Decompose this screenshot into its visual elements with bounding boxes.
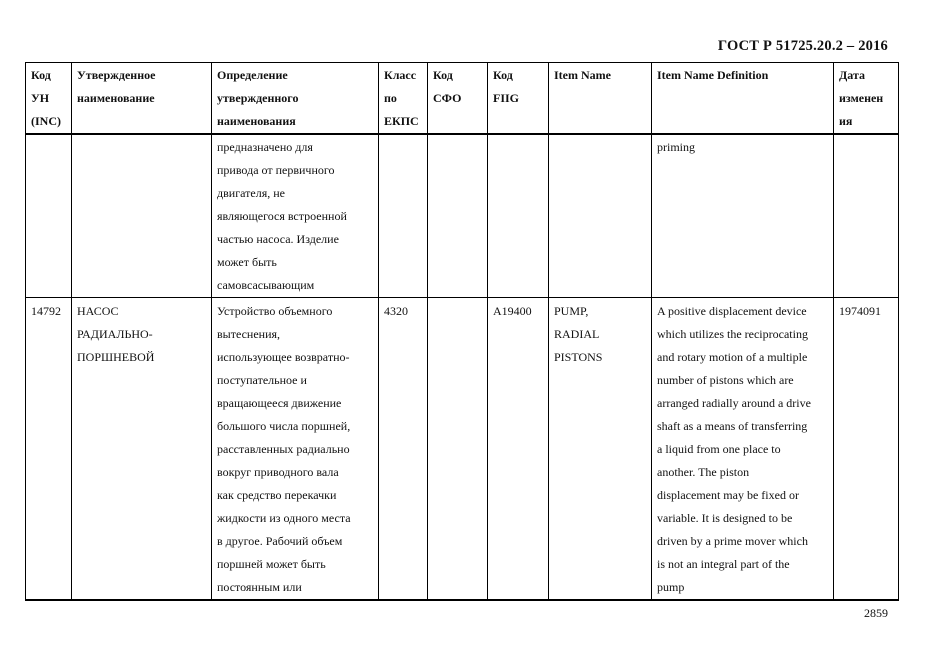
- column-header-change-date: Дата изменен ия: [834, 63, 899, 135]
- column-header-ekps-class: Класс по ЕКПС: [379, 63, 428, 135]
- cell-item-name: [549, 134, 652, 298]
- cell-ekps-class: 4320: [379, 298, 428, 601]
- cell-ekps-class: [379, 134, 428, 298]
- cell-approved-name: [72, 134, 212, 298]
- table-row: [26, 134, 899, 298]
- cell-item-name: PUMP, RADIAL PISTONS: [549, 298, 652, 601]
- cell-inc: [26, 134, 72, 298]
- column-header-sfo-code: Код СФО: [428, 63, 488, 135]
- column-header-item-name-definition: Item Name Definition: [652, 63, 834, 135]
- catalog-table: [25, 62, 899, 601]
- cell-definition: предназначено для привода от первичного двигателя, не являющегося встроенной частью насоса. Изделие может быть самовсасывающим: [212, 134, 379, 298]
- cell-sfo-code: [428, 134, 488, 298]
- table-row: [26, 298, 899, 601]
- cell-item-name-definition: priming: [652, 134, 834, 298]
- cell-inc: 14792: [26, 298, 72, 601]
- cell-approved-name: НАСОС РАДИАЛЬНО- ПОРШНЕВОЙ: [72, 298, 212, 601]
- column-header-definition: Определение утвержденного наименования: [212, 63, 379, 135]
- column-header-fiig-code: Код FIIG: [488, 63, 549, 135]
- cell-sfo-code: [428, 298, 488, 601]
- cell-change-date: [834, 134, 899, 298]
- cell-fiig-code: A19400: [488, 298, 549, 601]
- column-header-approved-name: Утвержденное наименование: [72, 63, 212, 135]
- page-number: 2859: [864, 606, 888, 620]
- cell-fiig-code: [488, 134, 549, 298]
- document-standard-header: ГОСТ Р 51725.20.2 – 2016: [717, 38, 888, 54]
- cell-change-date: 1974091: [834, 298, 899, 601]
- column-header-inc: Код УН (INC): [26, 63, 72, 135]
- cell-item-name-definition: A positive displacement device which utilizes the reciprocating and rotary motion of a multiple number of pistons which are arranged radially around a drive shaft as a means of transferring a liquid from one place to another. The piston displacement may be fixed or variable. It is designed to be driven by a prime mover which is not an integral part of the pump: [652, 298, 834, 601]
- table-header-row: [26, 63, 899, 135]
- cell-definition: Устройство объемного вытеснения, использующее возвратно- поступательное и вращающееся движение большого числа поршней, расставленных радиально вокруг приводного вала как средство перекачки жидкости из одного места в другое. Рабочий объем поршней может быть постоянным или: [212, 298, 379, 601]
- column-header-item-name: Item Name: [549, 63, 652, 135]
